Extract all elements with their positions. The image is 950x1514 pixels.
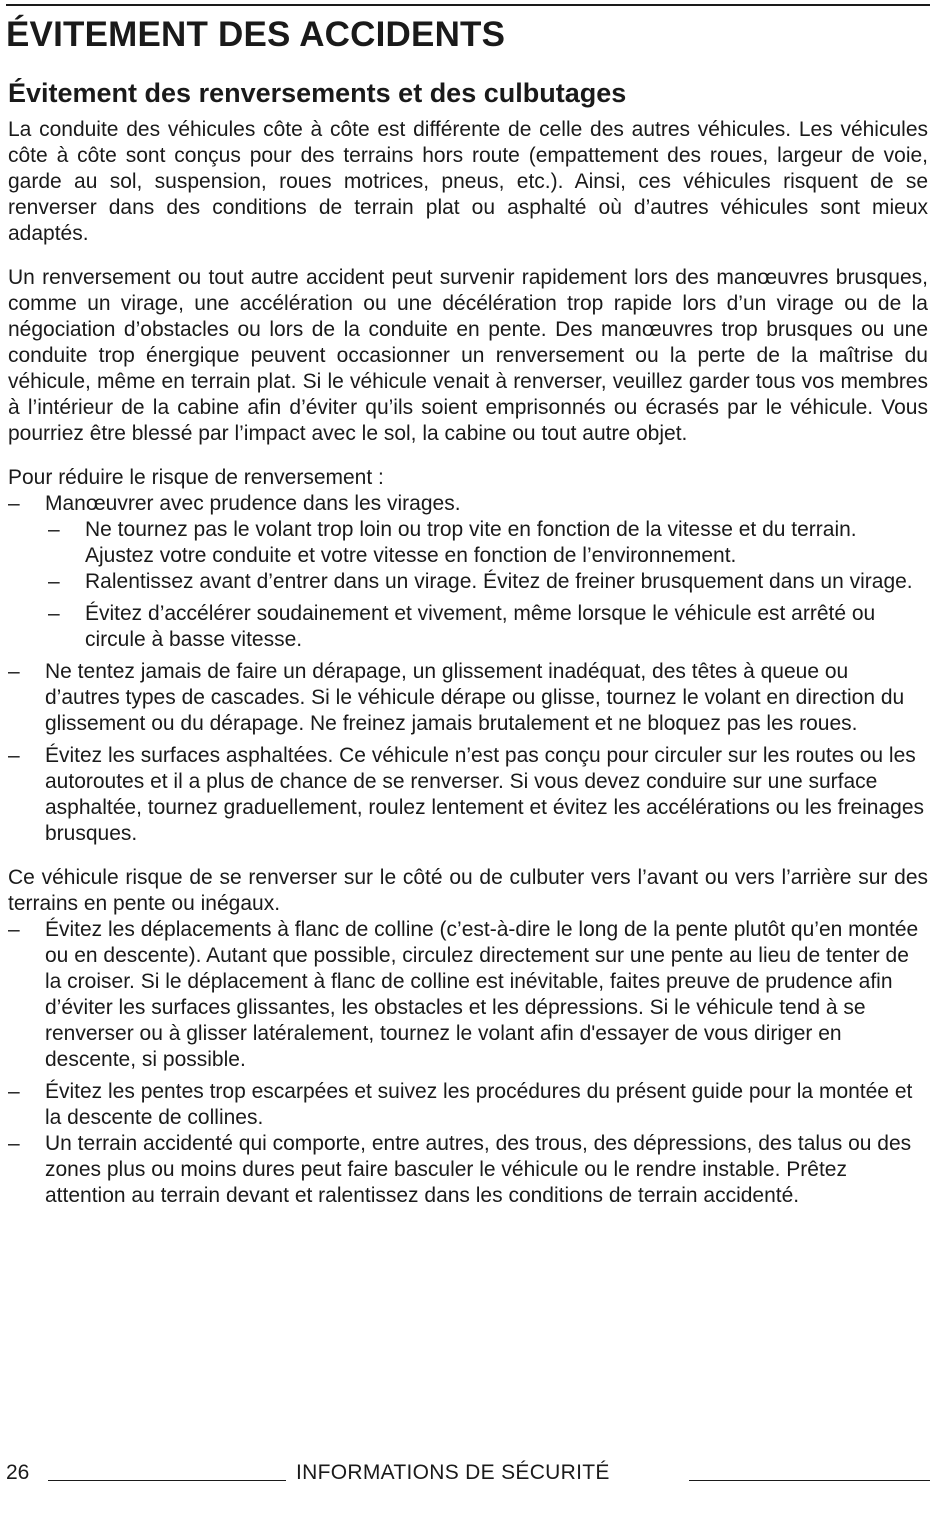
list-item [8, 517, 928, 569]
body-content [8, 117, 928, 1209]
list-item-text: Ne tentez jamais de faire un dérapage, un glissement inadéquat, des têtes à queue ou d’autres types de cascades. Si le véhicule dérape ou glisse, tournez le volant en direction du glissement ou du dérapage. Ne freinez jamais brutalement et ne bloquez pas les roues. [45, 660, 905, 735]
paragraph-intro: La conduite des véhicules côte à côte est différente de celle des autres véhicules. Les véhicules côte à côte sont conçus pour des terrains hors route (empattement des roues, largeur de voie, garde au sol, suspension, roues motrices, pneus, etc.). Ainsi, ces véhicules risquent de se renverser dans des conditions de terrain plat ou asphalté où d’autres véhicules sont mieux adaptés. [8, 118, 928, 245]
list-item [8, 659, 928, 737]
list-item-text: Manœuvrer avec prudence dans les virages. [45, 492, 461, 515]
paragraph-slope: Ce véhicule risque de se renverser sur le côté ou de culbuter vers l’avant ou vers l’arrière sur des terrains en pente ou inégaux. [8, 866, 928, 915]
top-rule [6, 4, 930, 6]
list-item [8, 917, 928, 1073]
list-item [8, 1079, 928, 1131]
list-item [8, 743, 928, 847]
dash-bullet: – [48, 602, 60, 625]
sub-list [8, 517, 928, 653]
page-title: ÉVITEMENT DES ACCIDENTS [6, 15, 506, 54]
footer-title: INFORMATIONS DE SÉCURITÉ [296, 1461, 610, 1484]
list-item-text: Évitez les déplacements à flanc de colline (c’est-à-dire le long de la pente plutôt qu’en montée ou en descente). Autant que possible, circulez directement sur une pente au lieu de tenter de la croiser. Si le déplacement à flanc de colline est inévitable, faites preuve de prudence afin d’éviter les surfaces glissantes, les obstacles et les dépressions. Si le véhicule tend à se renverser ou à glisser latéralement, tournez le volant afin d'essayer de vous diriger en descente, si possible. [45, 918, 919, 1071]
list-item-text: Ralentissez avant d’entrer dans un virage. Évitez de freiner brusquement dans un virage. [85, 570, 913, 593]
dash-bullet: – [48, 570, 60, 593]
footer-rule-left [48, 1480, 286, 1481]
dash-bullet: – [8, 660, 20, 683]
dash-bullet: – [8, 1132, 20, 1155]
page-footer [6, 1460, 930, 1486]
footer-rule-right [689, 1480, 930, 1481]
dash-bullet: – [8, 492, 20, 515]
dash-bullet: – [8, 1080, 20, 1103]
list-item [8, 569, 928, 595]
paragraph-rollover: Un renversement ou tout autre accident peut survenir rapidement lors des manœuvres brusques, comme un virage, une accélération ou une décélération trop rapide lors d’un virage ou de la négociation d’obstacles ou lors de la conduite en pente. Des manœuvres trop brusques ou une conduite trop énergique peuvent occasionner un renversement ou la perte de la maîtrise du véhicule, même en terrain plat. Si le véhicule venait à renverser, veuillez garder tous vos membres à l’intérieur de la cabine afin d’éviter qu’ils soient emprisonnés ou écrasés par le véhicule. Vous pourriez être blessé par l’impact avec le sol, la cabine ou tout autre objet. [8, 266, 928, 445]
page-number: 26 [6, 1461, 30, 1484]
dash-bullet: – [48, 518, 60, 541]
list-item-text: Ne tournez pas le volant trop loin ou trop vite en fonction de la vitesse et du terrain. Ajustez votre conduite et votre vitesse en fonction de l’environnement. [85, 518, 857, 567]
list-item [8, 1131, 928, 1209]
section-title: Évitement des renversements et des culbutages [8, 78, 627, 108]
dash-bullet: – [8, 744, 20, 767]
slope-list [8, 917, 928, 1209]
list-item-text: Un terrain accidenté qui comporte, entre autres, des trous, des dépressions, des talus ou des zones plus ou moins dures peut faire basculer le véhicule ou le rendre instable. Prêtez attention au terrain devant et ralentissez dans les conditions de terrain accidenté. [45, 1132, 912, 1207]
dash-bullet: – [8, 918, 20, 941]
list-item-text: Évitez les surfaces asphaltées. Ce véhicule n’est pas conçu pour circuler sur les routes ou les autoroutes et il a plus de chance de se renverser. Si vous devez conduire sur une surface asphaltée, tournez graduellement, roulez lentement et évitez les accélérations ou les freinages brusques. [45, 744, 925, 845]
list-item [8, 601, 928, 653]
list-item-text: Évitez d’accélérer soudainement et vivement, même lorsque le véhicule est arrêté ou circule à basse vitesse. [85, 602, 876, 651]
list-item-text: Évitez les pentes trop escarpées et suivez les procédures du présent guide pour la montée et la descente de collines. [45, 1080, 913, 1129]
list-item [8, 491, 928, 653]
paragraph-reduce-risk: Pour réduire le risque de renversement : [8, 466, 384, 489]
risk-list [8, 491, 928, 847]
